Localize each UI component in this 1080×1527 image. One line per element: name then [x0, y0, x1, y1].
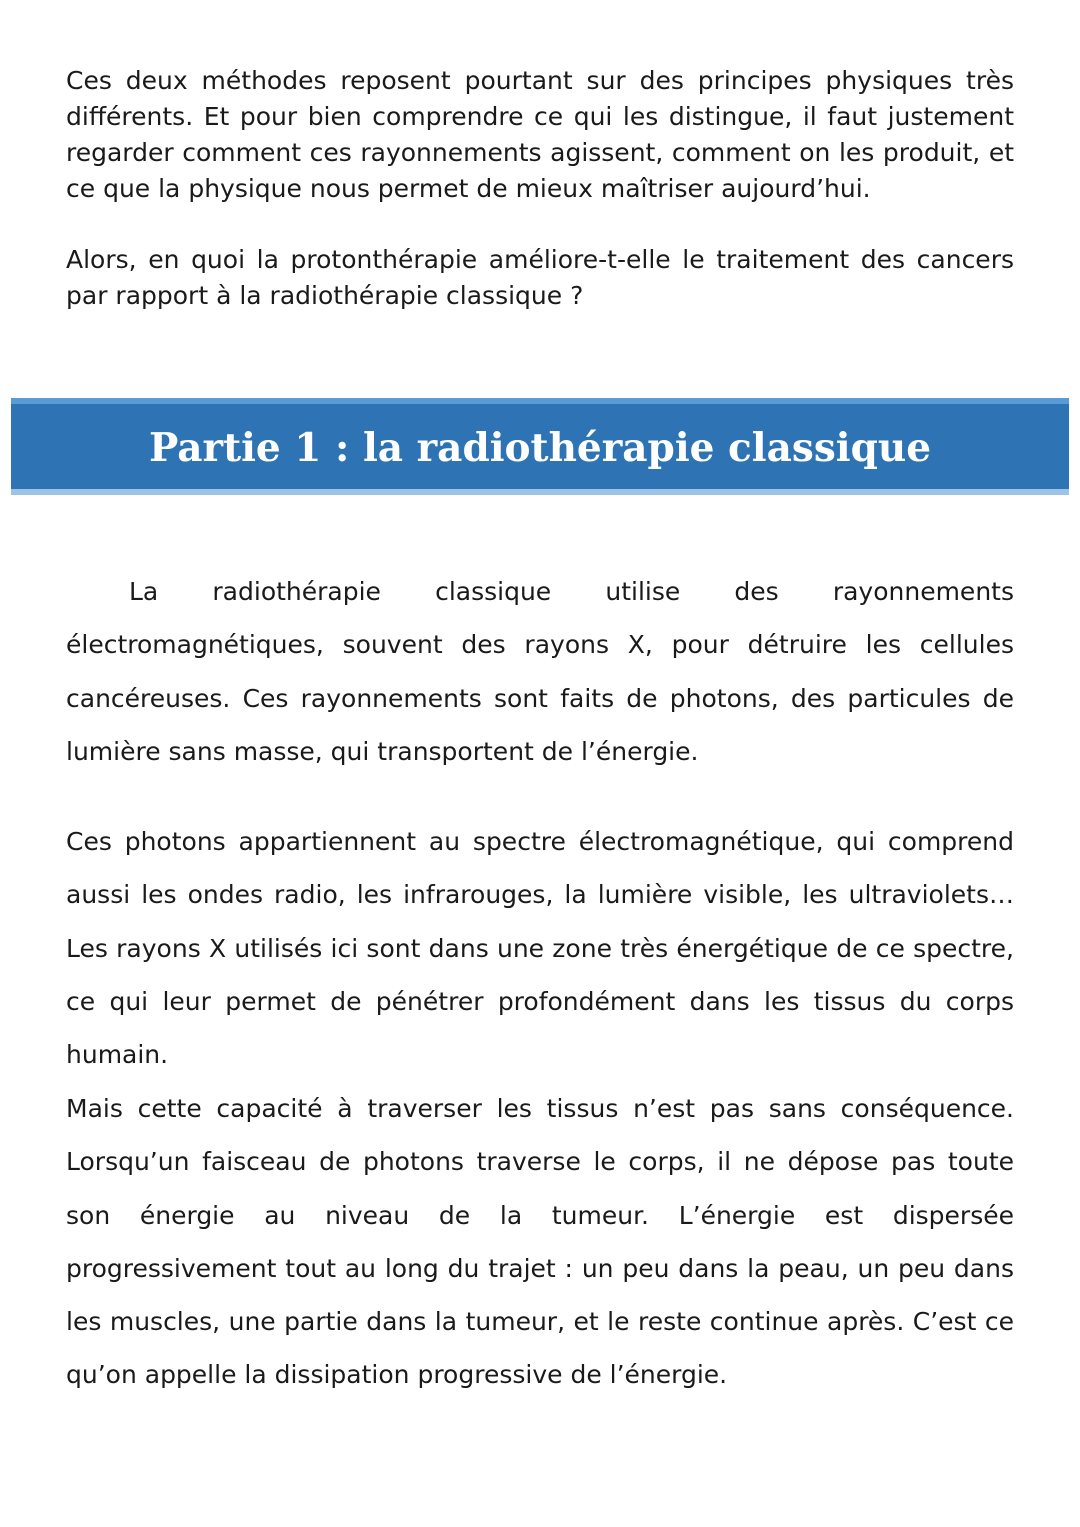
section-title: Partie 1 : la radiothérapie classique: [148, 424, 932, 471]
body-paragraph-1: La radiothérapie classique utilise des rayonnements électromagnétiques, souvent des rayons X, pour détruire les cellules cancéreuses. Ces rayonnements sont faits de photons, des particules de lumière sans masse, qui transportent de l’énergie.: [66, 577, 1014, 766]
body-paragraph-3: Mais cette capacité à traverser les tissus n’est pas sans conséquence. Lorsqu’un faisceau de photons traverse le corps, il ne dépose pas toute son énergie au niveau de la tumeur. L’énergie est dispersée progressivement tout au long du trajet : un peu dans la peau, un peu dans les muscles, une partie dans la tumeur, et le reste continue après. C’est ce qu’on appelle la dissipation progressive de l’énergie.: [66, 1094, 1014, 1390]
intro-paragraph-2: Alors, en quoi la protonthérapie améliore-t-elle le traitement des cancers par rapport à la radiothérapie classique ?: [66, 245, 1014, 310]
section-banner: [11, 398, 1069, 495]
body-paragraph-2: Ces photons appartiennent au spectre électromagnétique, qui comprend aussi les ondes radio, les infrarouges, la lumière visible, les ultraviolets… Les rayons X utilisés ici sont dans une zone très énergétique de ce spectre, ce qui leur permet de pénétrer profondément dans les tissus du corps humain.: [66, 827, 1014, 1070]
intro-paragraph-1: Ces deux méthodes reposent pourtant sur des principes physiques très différents. Et pour bien comprendre ce qui les distingue, il faut justement regarder comment ces rayonnements agissent, comment on les produit, et ce que la physique nous permet de mieux maîtriser aujourd’hui.: [66, 66, 1014, 203]
